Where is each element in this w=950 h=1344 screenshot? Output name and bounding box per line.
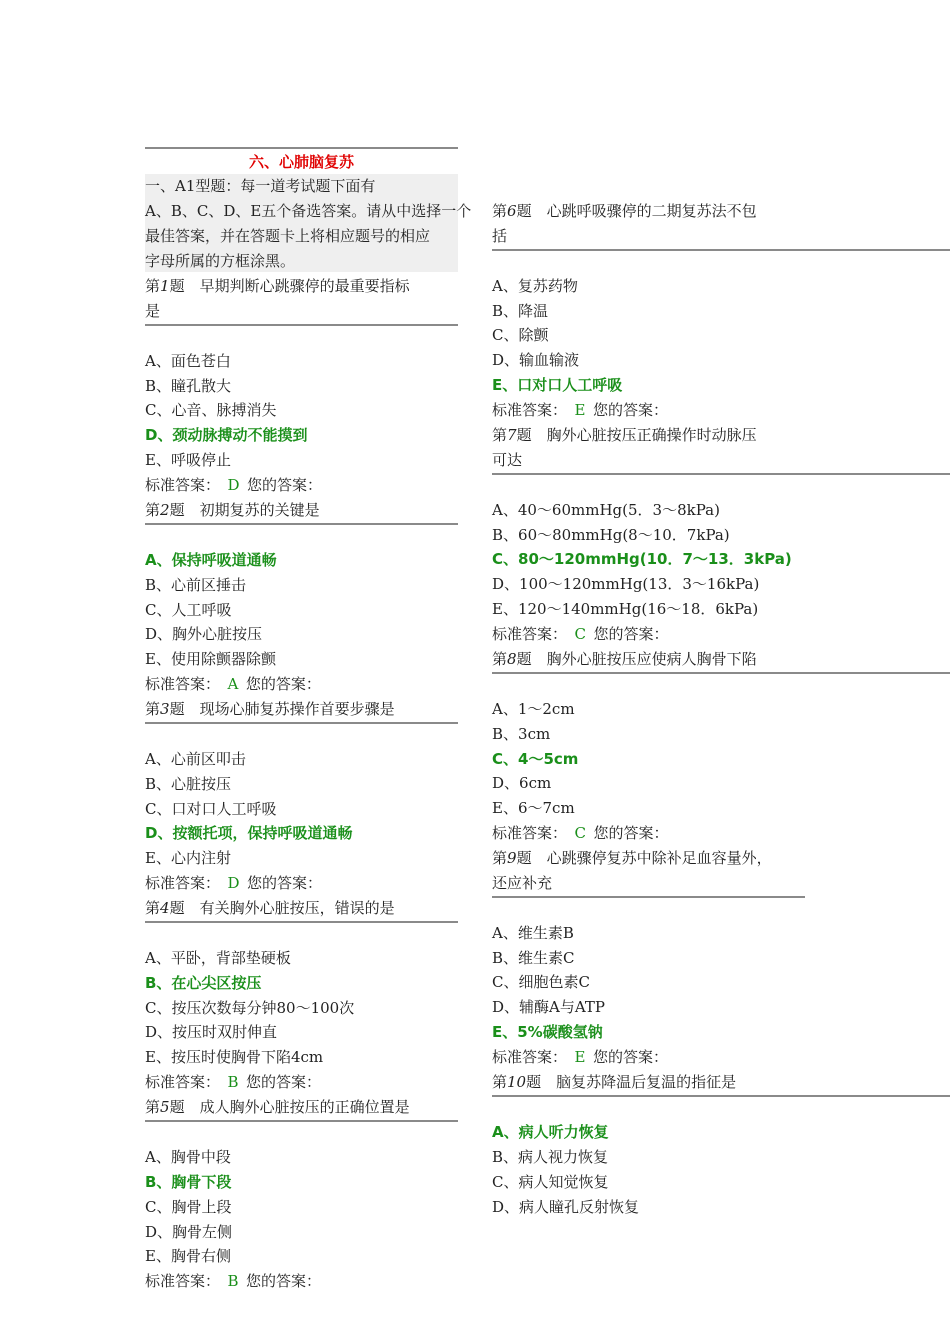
your-answer-label: 您的答案： — [586, 824, 669, 842]
option: D、胸外心脏按压 — [145, 625, 263, 643]
correct-option: E、口对口人工呼吸 — [492, 376, 623, 394]
question-prefix: 第 — [492, 202, 508, 220]
your-answer-label: 您的答案： — [238, 675, 321, 693]
question-rule — [145, 324, 458, 326]
section-title: 六、心肺脑复苏 — [248, 153, 354, 171]
question-text: 胸外心脏按压应使病人胸骨下陷 — [546, 650, 757, 668]
your-answer-label: 您的答案： — [585, 401, 668, 419]
standard-answer-value: B — [227, 1272, 239, 1290]
question-rule — [492, 249, 950, 251]
question-prefix: 第 — [145, 899, 161, 917]
option: B、瞳孔散大 — [145, 377, 232, 395]
standard-answer-label: 标准答案： — [145, 874, 228, 892]
option: E、心内注射 — [145, 849, 231, 867]
question-prefix: 第 — [492, 426, 508, 444]
question-suffix: 题 — [169, 899, 200, 917]
question-stem — [492, 848, 772, 870]
standard-answer-label: 标准答案： — [492, 824, 575, 842]
question-number: 4 — [160, 899, 170, 917]
question-stem — [492, 873, 552, 895]
question-text: 成人胸外心脏按压的正确位置是 — [199, 1098, 410, 1116]
option: C、口对口人工呼吸 — [145, 800, 277, 818]
question-stem — [145, 1097, 410, 1119]
option: B、心脏按压 — [145, 775, 232, 793]
option: B、降温 — [492, 302, 549, 320]
question-suffix: 题 — [169, 700, 200, 718]
question-number: 6 — [507, 202, 517, 220]
question-number: 2 — [160, 501, 170, 519]
correct-option: D、颈动脉搏动不能摸到 — [145, 426, 308, 444]
standard-answer-label: 标准答案： — [145, 1272, 228, 1290]
option: D、6cm — [492, 774, 552, 792]
question-suffix: 题 — [169, 1098, 200, 1116]
option: A、胸骨中段 — [145, 1148, 231, 1166]
question-prefix: 第 — [145, 1098, 161, 1116]
standard-answer-value: E — [574, 1048, 586, 1066]
option: E、呼吸停止 — [145, 451, 231, 469]
answer-line — [145, 1271, 321, 1293]
option: B、3cm — [492, 725, 551, 743]
standard-answer-label: 标准答案： — [492, 1048, 575, 1066]
option: D、病人瞳孔反射恢复 — [492, 1198, 640, 1216]
question-stem — [145, 699, 395, 721]
option: E、120～140mmHg(16～18．6kPa) — [492, 600, 759, 618]
option: D、100～120mmHg(13．3～16kPa) — [492, 575, 760, 593]
correct-option: C、4～5cm — [492, 750, 579, 768]
standard-answer-label: 标准答案： — [492, 625, 575, 643]
correct-option: B、胸骨下段 — [145, 1173, 232, 1191]
question-text: 括 — [492, 227, 508, 245]
question-suffix: 题 — [169, 277, 200, 295]
option: C、按压次数每分钟80～100次 — [145, 999, 355, 1017]
option: A、心前区叩击 — [145, 750, 246, 768]
question-text: 心跳呼吸骤停的二期复苏法不包 — [546, 202, 757, 220]
answer-line — [145, 475, 322, 497]
option: C、胸骨上段 — [145, 1198, 232, 1216]
question-text: 有关胸外心脏按压，错误的是 — [199, 899, 395, 917]
option: B、维生素C — [492, 949, 575, 967]
option: E、6～7cm — [492, 799, 575, 817]
option: A、面色苍白 — [145, 352, 231, 370]
question-text: 心跳骤停复苏中除补足血容量外， — [546, 849, 772, 867]
question-number: 8 — [507, 650, 517, 668]
question-rule — [145, 722, 458, 724]
question-rule — [145, 921, 458, 923]
option: E、胸骨右侧 — [145, 1247, 231, 1265]
question-rule — [492, 896, 805, 898]
question-prefix: 第 — [492, 849, 508, 867]
answer-line — [145, 674, 321, 696]
question-stem — [145, 898, 395, 920]
question-stem — [145, 301, 160, 323]
answer-line — [145, 1072, 321, 1094]
standard-answer-value: C — [574, 625, 586, 643]
correct-option: D、按额托项，保持呼吸道通畅 — [145, 824, 353, 842]
option: D、按压时双肘伸直 — [145, 1023, 278, 1041]
question-suffix: 题 — [516, 849, 547, 867]
question-number: 10 — [507, 1073, 527, 1091]
answer-line — [492, 400, 668, 422]
correct-option: C、80～120mmHg(10．7～13．3kPa) — [492, 550, 792, 568]
title-rule — [145, 147, 458, 149]
option: B、心前区捶击 — [145, 576, 247, 594]
option: C、除颤 — [492, 326, 549, 344]
answer-line — [145, 873, 322, 895]
question-prefix: 第 — [145, 277, 161, 295]
correct-option: E、5%碳酸氢钠 — [492, 1023, 603, 1041]
answer-line — [492, 823, 669, 845]
intro-line: A、B、C、D、E五个备选答案。请从中选择一个 — [145, 202, 472, 220]
option: B、病人视力恢复 — [492, 1148, 609, 1166]
question-prefix: 第 — [145, 501, 161, 519]
standard-answer-label: 标准答案： — [492, 401, 575, 419]
answer-line — [492, 624, 669, 646]
question-text: 早期判断心跳骤停的最重要指标 — [199, 277, 410, 295]
question-stem — [492, 201, 757, 223]
question-text: 是 — [145, 302, 161, 320]
question-stem — [492, 1072, 736, 1094]
question-text: 初期复苏的关键是 — [199, 501, 320, 519]
your-answer-label: 您的答案： — [239, 476, 323, 494]
question-stem — [145, 276, 410, 298]
question-text: 脑复苏降温后复温的指征是 — [556, 1073, 737, 1091]
question-number: 5 — [160, 1098, 170, 1116]
standard-answer-label: 标准答案： — [145, 675, 228, 693]
standard-answer-label: 标准答案： — [145, 476, 228, 494]
question-rule — [145, 523, 458, 525]
question-suffix: 题 — [526, 1073, 557, 1091]
question-suffix: 题 — [516, 650, 547, 668]
standard-answer-value: C — [574, 824, 586, 842]
question-suffix: 题 — [516, 202, 547, 220]
your-answer-label: 您的答案： — [586, 625, 669, 643]
intro-line: 字母所属的方框涂黑。 — [145, 252, 296, 270]
your-answer-label: 您的答案： — [238, 1073, 322, 1091]
question-rule — [492, 1095, 950, 1097]
intro-line: 最佳答案，并在答题卡上将相应题号的相应 — [145, 227, 431, 245]
question-stem — [492, 226, 507, 248]
your-answer-label: 您的答案： — [239, 874, 323, 892]
standard-answer-value: E — [574, 401, 586, 419]
question-rule — [492, 672, 950, 674]
option: C、人工呼吸 — [145, 601, 232, 619]
answer-line — [492, 1047, 668, 1069]
question-stem — [492, 649, 757, 671]
option: D、胸骨左侧 — [145, 1223, 233, 1241]
correct-option: B、在心尖区按压 — [145, 974, 262, 992]
question-number: 7 — [507, 426, 517, 444]
question-suffix: 题 — [516, 426, 547, 444]
question-text: 胸外心脏按压正确操作时动脉压 — [546, 426, 757, 444]
option: A、复苏药物 — [492, 277, 578, 295]
question-prefix: 第 — [492, 1073, 508, 1091]
option: C、心音、脉搏消失 — [145, 401, 277, 419]
option: A、40～60mmHg(5．3～8kPa) — [492, 501, 720, 519]
correct-option: A、病人听力恢复 — [492, 1123, 609, 1141]
option: E、使用除颤器除颤 — [145, 650, 276, 668]
question-rule — [492, 473, 950, 475]
standard-answer-value: A — [227, 675, 239, 693]
your-answer-label: 您的答案： — [585, 1048, 668, 1066]
question-number: 9 — [507, 849, 517, 867]
question-stem — [492, 450, 522, 472]
question-number: 1 — [160, 277, 170, 295]
option: A、平卧，背部垫硬板 — [145, 949, 291, 967]
question-rule — [145, 1120, 458, 1122]
option: B、60～80mmHg(8～10．7kPa) — [492, 526, 730, 544]
intro-line: 一、A1型题：每一道考试题下面有 — [145, 177, 376, 195]
question-stem — [492, 425, 757, 447]
question-text: 现场心肺复苏操作首要步骤是 — [199, 700, 395, 718]
question-prefix: 第 — [492, 650, 508, 668]
standard-answer-value: B — [227, 1073, 239, 1091]
standard-answer-label: 标准答案： — [145, 1073, 228, 1091]
standard-answer-value: D — [227, 476, 240, 494]
question-number: 3 — [160, 700, 170, 718]
question-text: 可达 — [492, 451, 523, 469]
question-suffix: 题 — [169, 501, 200, 519]
standard-answer-value: D — [227, 874, 240, 892]
option: D、输血输液 — [492, 351, 580, 369]
question-prefix: 第 — [145, 700, 161, 718]
option: A、1～2cm — [492, 700, 575, 718]
option: A、维生素B — [492, 924, 574, 942]
option: C、细胞色素C — [492, 973, 590, 991]
question-text: 还应补充 — [492, 874, 553, 892]
question-stem — [145, 500, 320, 522]
option: D、辅酶A与ATP — [492, 998, 605, 1016]
option: E、按压时使胸骨下陷4cm — [145, 1048, 324, 1066]
your-answer-label: 您的答案： — [238, 1272, 322, 1290]
option: C、病人知觉恢复 — [492, 1173, 609, 1191]
correct-option: A、保持呼吸道通畅 — [145, 551, 277, 569]
